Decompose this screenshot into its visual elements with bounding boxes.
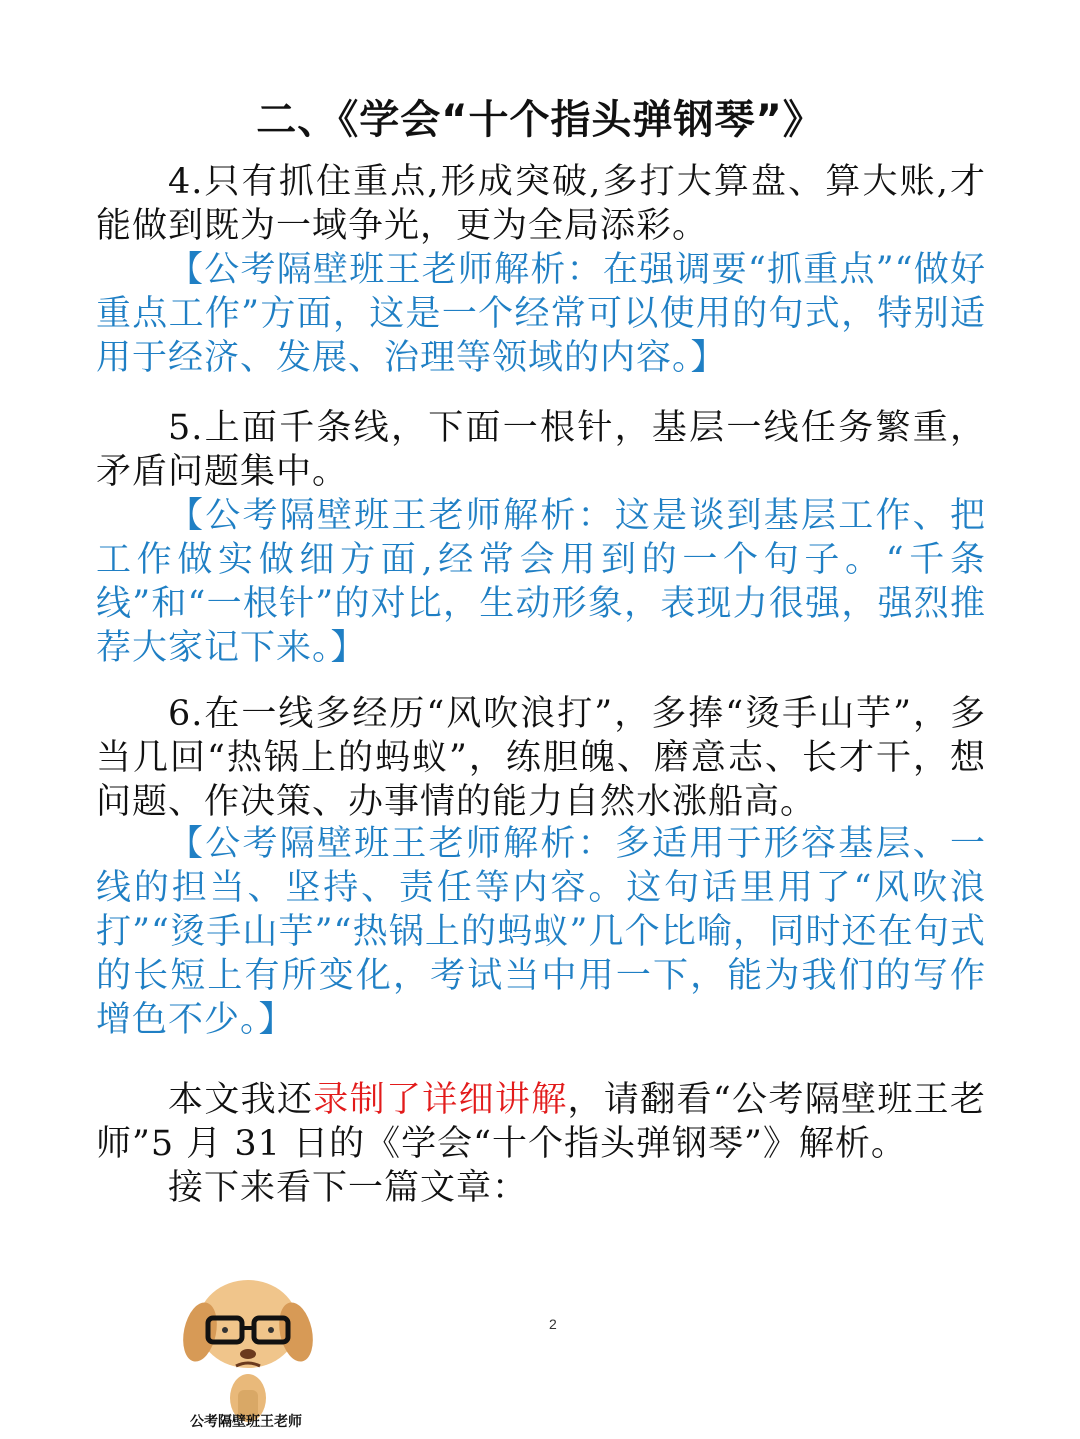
page-title: 二、《学会“十个指头弹钢琴”》 (256, 97, 824, 143)
item-6-text: 6.在一线多经历“风吹浪打”，多捧“烫手山芋”，多当几回“热锅上的蚂蚁”，练胆魄、磨意志、长才干，想问题、作决策、办事情的能力自然水涨船高。 (96, 694, 986, 822)
closing-post: ，请翻看“公考隔壁班王老师”5 月 31 日的《学会“十个指头弹钢琴”》解析。 (96, 1080, 986, 1164)
logo-label: 公考隔壁班王老师 (190, 1414, 302, 1430)
closing-paragraph (96, 1078, 986, 1166)
item-4-text: 4.只有抓住重点,形成突破,多打大算盘、算大账,才能做到既为一域争光，更为全局添彩。 (96, 162, 986, 246)
item-4-note: 【公考隔壁班王老师解析：在强调要“抓重点”“做好重点工作”方面，这是一个经常可以使用的句式，特别适用于经济、发展、治理等领域的内容。】 (96, 250, 986, 378)
page-number: 2 (549, 1316, 557, 1332)
closing-highlight: 录制了详细讲解 (313, 1080, 568, 1120)
item-6-note: 【公考隔壁班王老师解析：多适用于形容基层、一线的担当、坚持、责任等内容。这句话里用了“风吹浪打”“烫手山芋”“热锅上的蚂蚁”几个比喻，同时还在句式的长短上有所变化，考试当中用一下，能为我们的写作增色不少。】 (96, 824, 986, 1040)
closing-pre: 本文我还 (168, 1080, 314, 1120)
teacher-dog-icon (178, 1270, 318, 1430)
item-5-text: 5.上面千条线，下面一根针，基层一线任务繁重，矛盾问题集中。 (96, 408, 986, 492)
item-5-note: 【公考隔壁班王老师解析：这是谈到基层工作、把工作做实做细方面,经常会用到的一个句子。“千条线”和“一根针”的对比，生动形象，表现力很强，强烈推荐大家记下来。】 (96, 496, 986, 668)
next-article-line: 接下来看下一篇文章： (168, 1168, 529, 1208)
